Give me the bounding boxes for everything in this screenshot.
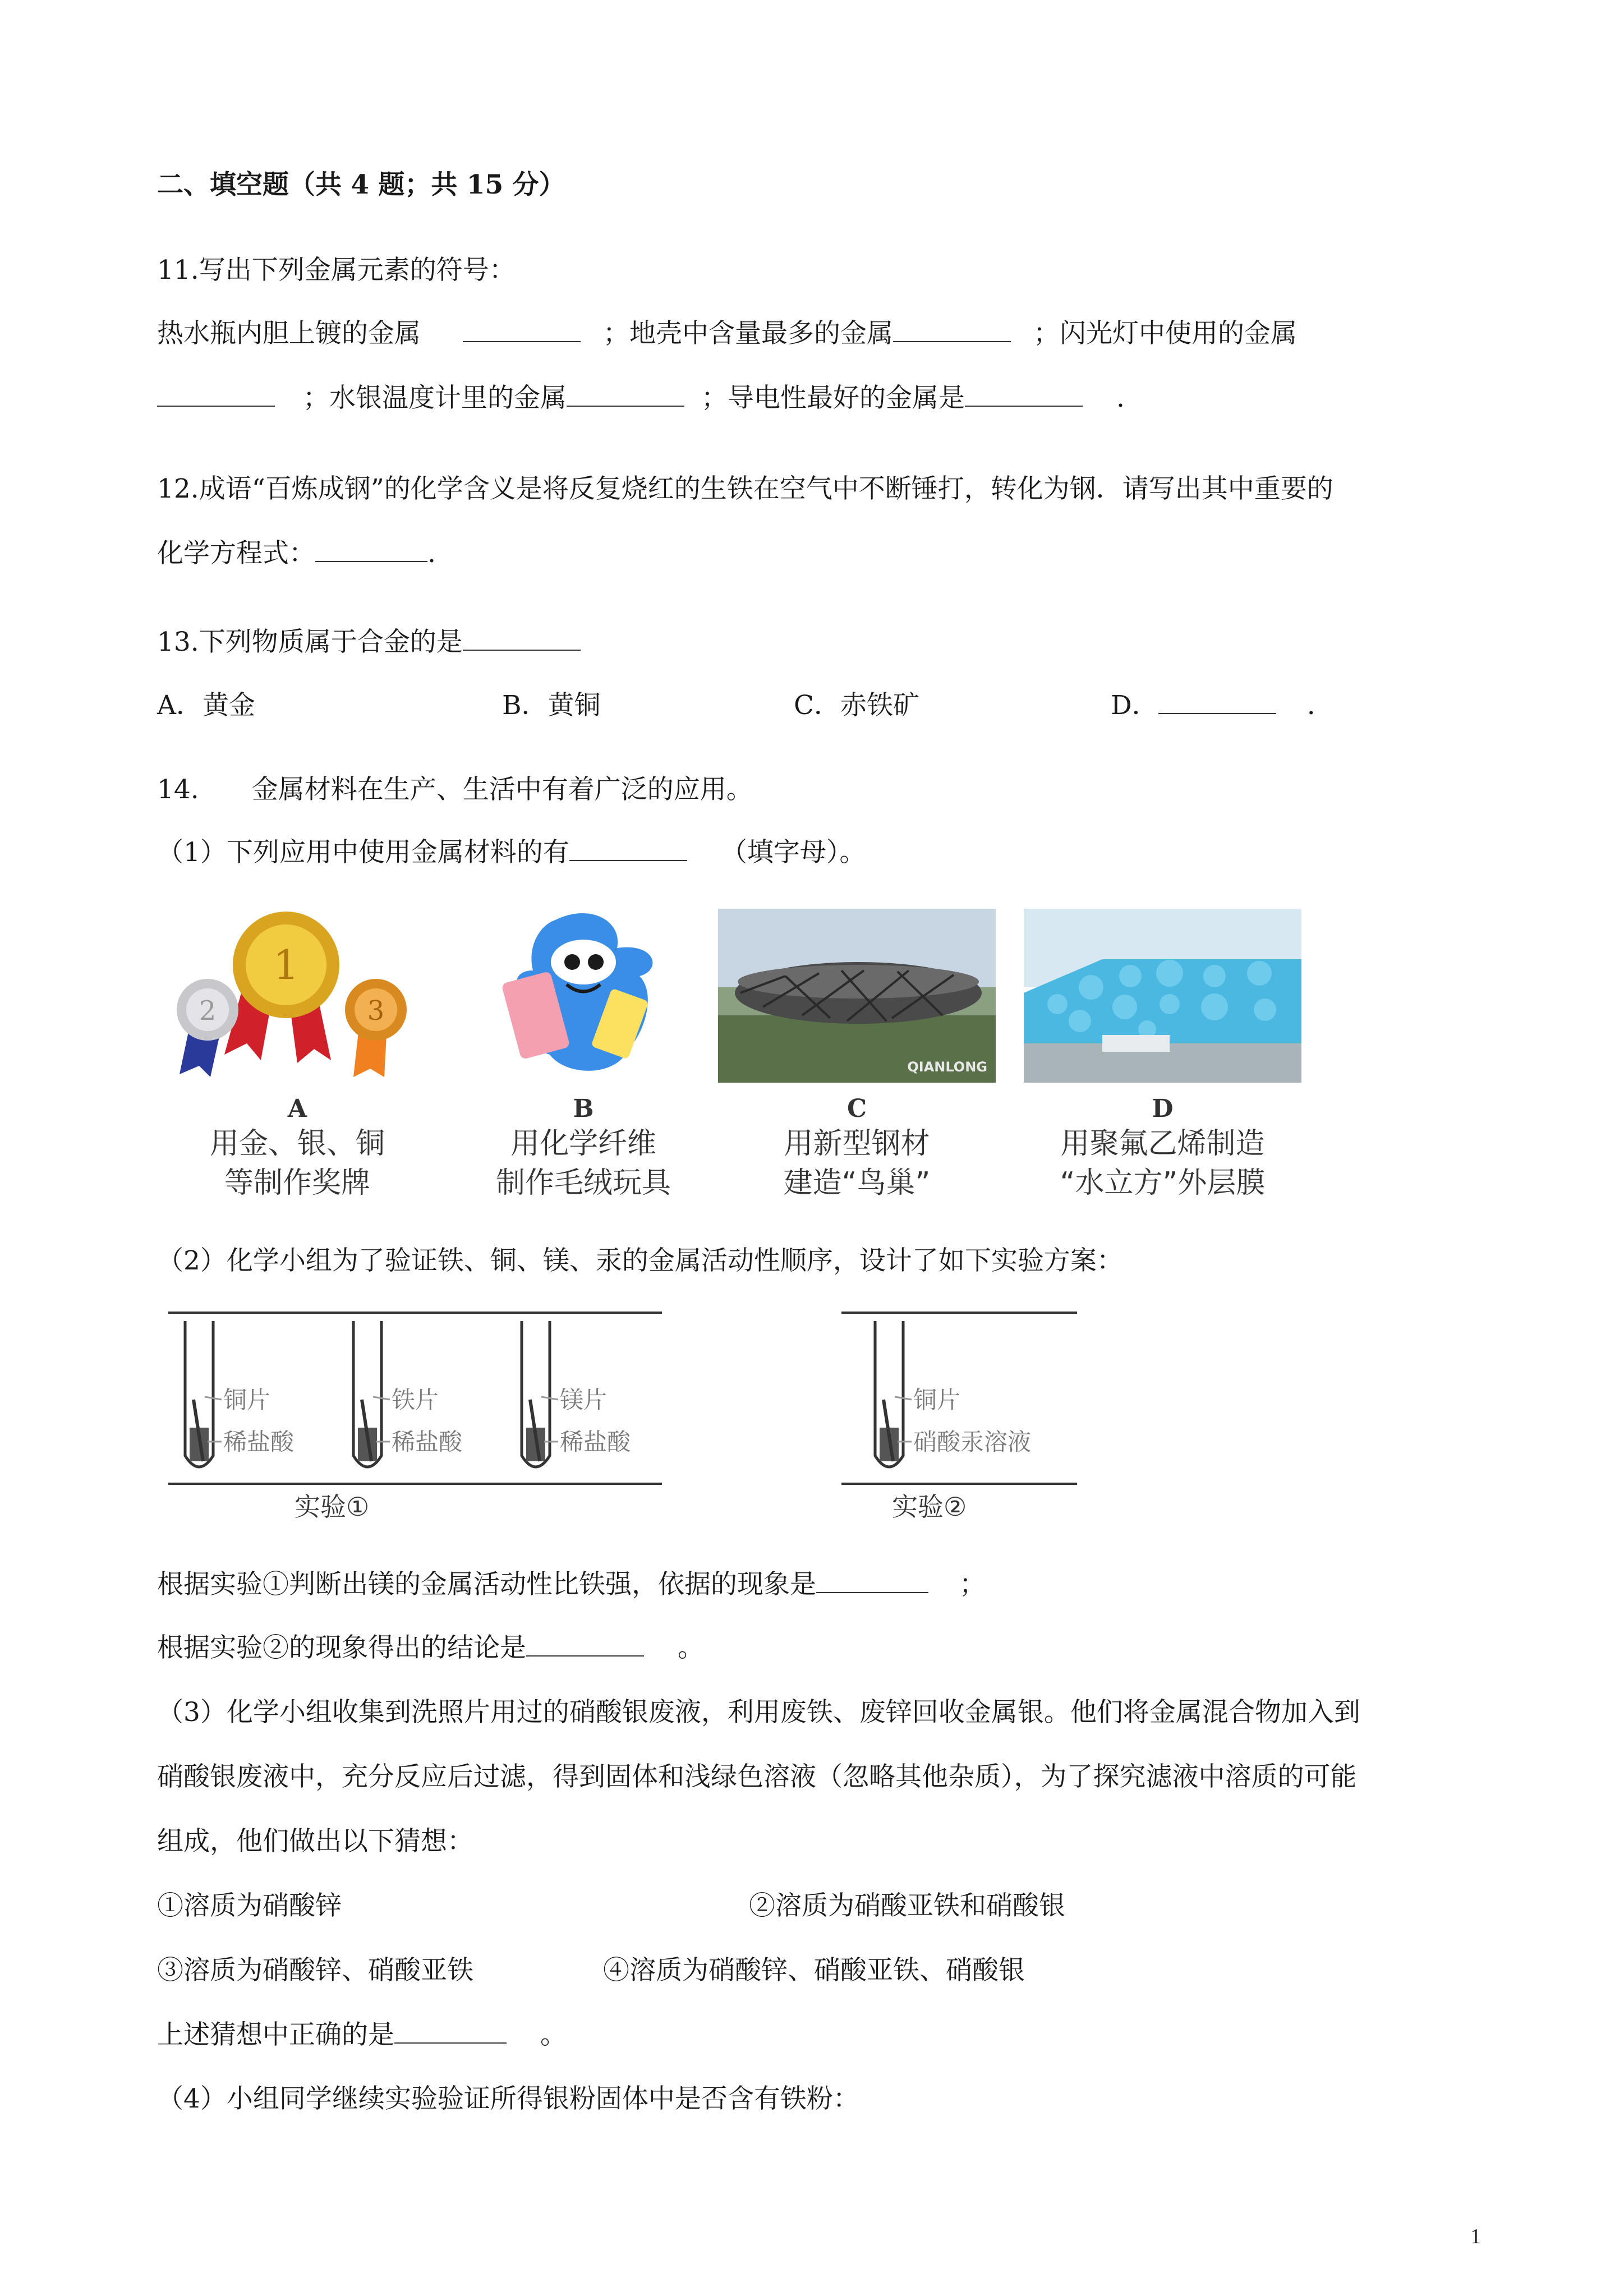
q14-text: 。 bbox=[678, 1632, 704, 1663]
q14-stem: 14. 金属材料在生产、生活中有着广泛的应用。 bbox=[157, 774, 753, 805]
svg-text:3: 3 bbox=[367, 995, 385, 1027]
image-caption-b bbox=[443, 1094, 724, 1203]
q11-text: 热水瓶内胆上镀的金属 bbox=[157, 318, 421, 349]
image-caption-c bbox=[718, 1094, 996, 1203]
answer-blank[interactable] bbox=[157, 383, 275, 407]
q14-part1 bbox=[157, 836, 866, 869]
guess-3: ③溶质为硝酸锌、硝酸亚铁 bbox=[157, 1955, 473, 1986]
test-tube bbox=[522, 1321, 558, 1467]
experiment-2-label: 实验② bbox=[892, 1492, 967, 1522]
guess-2: ②溶质为硝酸亚铁和硝酸银 bbox=[749, 1890, 1065, 1921]
q11-line1 bbox=[157, 317, 1297, 351]
answer-blank[interactable] bbox=[816, 1570, 928, 1593]
tube-solution-label: 稀盐酸 bbox=[560, 1428, 631, 1456]
caption-line: 建造“鸟巢” bbox=[783, 1166, 931, 1200]
q14-part3-line3: 组成，他们做出以下猜想： bbox=[157, 1826, 473, 1857]
test-tube bbox=[185, 1321, 222, 1467]
tube-metal-label: 铁片 bbox=[392, 1386, 439, 1414]
caption-line: 用新型钢材 bbox=[784, 1127, 930, 1161]
answer-blank[interactable] bbox=[394, 2020, 507, 2044]
q14-text: 根据实验②的现象得出的结论是 bbox=[157, 1632, 526, 1663]
tube-metal-label: 镁片 bbox=[560, 1386, 608, 1414]
tube-solution-label: 稀盐酸 bbox=[392, 1428, 463, 1456]
q14-result2 bbox=[157, 1631, 704, 1665]
water-cube-image bbox=[1024, 909, 1301, 1083]
photo-watermark: QIANLONG bbox=[907, 1059, 987, 1075]
tube-metal-label: 铜片 bbox=[223, 1386, 271, 1414]
q14-text: 。 bbox=[540, 2019, 567, 2050]
caption-line: 等制作奖牌 bbox=[224, 1166, 370, 1200]
tube-metal-label: 铜片 bbox=[913, 1386, 961, 1414]
q13-option-c: C．赤铁矿 bbox=[794, 690, 919, 721]
tube-solution-label: 硝酸汞溶液 bbox=[913, 1428, 1032, 1456]
q13-option-d-label: D． bbox=[1111, 690, 1158, 721]
q11-text: ；地壳中含量最多的金属 bbox=[602, 318, 893, 349]
medals-image bbox=[157, 909, 438, 1083]
answer-blank[interactable] bbox=[315, 539, 427, 562]
q14-part2: （2）化学小组为了验证铁、铜、镁、汞的金属活动性顺序，设计了如下实验方案： bbox=[157, 1245, 1123, 1276]
q14-text: 根据实验①判断出镁的金属活动性比铁强，依据的现象是 bbox=[157, 1569, 816, 1600]
guess-1: ①溶质为硝酸锌 bbox=[157, 1890, 342, 1921]
answer-blank[interactable] bbox=[526, 1633, 644, 1657]
caption-letter: B bbox=[573, 1094, 594, 1123]
q14-part4: （4）小组同学继续实验验证所得银粉固体中是否含有铁粉： bbox=[157, 2083, 859, 2114]
image-caption-a bbox=[157, 1094, 438, 1203]
q13-option-b: B．黄铜 bbox=[502, 690, 601, 721]
test-tube bbox=[353, 1321, 390, 1467]
q13-stem bbox=[157, 625, 581, 659]
q12-text: 化学方程式： bbox=[157, 538, 315, 569]
answer-blank[interactable] bbox=[1158, 691, 1276, 714]
q11-stem: 11.写出下列金属元素的符号： bbox=[157, 255, 516, 286]
answer-blank[interactable] bbox=[965, 383, 1083, 407]
q11-text: ；闪光灯中使用的金属 bbox=[1033, 318, 1297, 349]
caption-line: 用聚氟乙烯制造 bbox=[1060, 1127, 1265, 1161]
answer-blank[interactable] bbox=[893, 319, 1011, 342]
q14-result1 bbox=[157, 1568, 986, 1602]
caption-line: 用金、银、铜 bbox=[209, 1127, 385, 1161]
q14-text: 上述猜想中正确的是 bbox=[157, 2019, 394, 2050]
q13-text: 13.下列物质属于合金的是 bbox=[157, 627, 463, 657]
q14-text: ； bbox=[959, 1569, 986, 1600]
answer-blank[interactable] bbox=[463, 319, 581, 342]
tube-solution-label: 稀盐酸 bbox=[223, 1428, 295, 1456]
q12-line2 bbox=[157, 537, 436, 570]
page-number: 1 bbox=[1470, 2225, 1481, 2248]
q11-text: ；导电性最好的金属是 bbox=[701, 383, 965, 413]
q12-line1: 12.成语“百炼成钢”的化学含义是将反复烧红的生铁在空气中不断锤打，转化为钢．请写出其中重要的 bbox=[157, 473, 1333, 504]
answer-blank[interactable] bbox=[567, 383, 684, 407]
answer-blank[interactable] bbox=[463, 627, 581, 651]
answer-blank[interactable] bbox=[569, 838, 687, 861]
mascot-image bbox=[488, 909, 679, 1083]
guess-4: ④溶质为硝酸锌、硝酸亚铁、硝酸银 bbox=[603, 1955, 1025, 1986]
caption-letter: C bbox=[846, 1094, 867, 1123]
caption-line: 用化学纤维 bbox=[510, 1127, 656, 1161]
experiment-1-label: 实验① bbox=[295, 1492, 370, 1522]
q13-text: . bbox=[1306, 690, 1315, 721]
q13-option-d bbox=[1111, 689, 1315, 723]
caption-letter: A bbox=[287, 1094, 307, 1123]
caption-line: “水立方”外层膜 bbox=[1060, 1166, 1266, 1200]
image-caption-d bbox=[1013, 1094, 1313, 1203]
svg-text:2: 2 bbox=[199, 995, 217, 1027]
caption-letter: D bbox=[1152, 1094, 1174, 1123]
experiment-1-figure bbox=[168, 1310, 662, 1495]
q14-part3-line1: （3）化学小组收集到洗照片用过的硝酸银废液，利用废铁、废锌回收金属银。他们将金属混合物加入到 bbox=[157, 1697, 1360, 1728]
caption-line: 制作毛绒玩具 bbox=[495, 1166, 671, 1200]
q11-line2 bbox=[157, 381, 1125, 415]
birds-nest-image bbox=[718, 909, 996, 1083]
svg-text:1: 1 bbox=[273, 941, 299, 988]
q13-option-a: A．黄金 bbox=[157, 690, 255, 721]
test-tube bbox=[875, 1321, 912, 1467]
q14-part3-answer bbox=[157, 2018, 567, 2052]
q11-text: . bbox=[1116, 383, 1125, 413]
section-title: 二、填空题（共 4 题；共 15 分） bbox=[157, 169, 565, 200]
experiment-2-figure bbox=[841, 1310, 1083, 1495]
q11-text: ；水银温度计里的金属 bbox=[303, 383, 567, 413]
q12-text: . bbox=[427, 538, 436, 569]
q14-text: （1）下列应用中使用金属材料的有 bbox=[157, 837, 569, 868]
q14-text: （填字母）。 bbox=[720, 837, 866, 868]
q14-part3-line2: 硝酸银废液中，充分反应后过滤，得到固体和浅绿色溶液（忽略其他杂质），为了探究滤液中溶质的可能 bbox=[157, 1761, 1357, 1792]
